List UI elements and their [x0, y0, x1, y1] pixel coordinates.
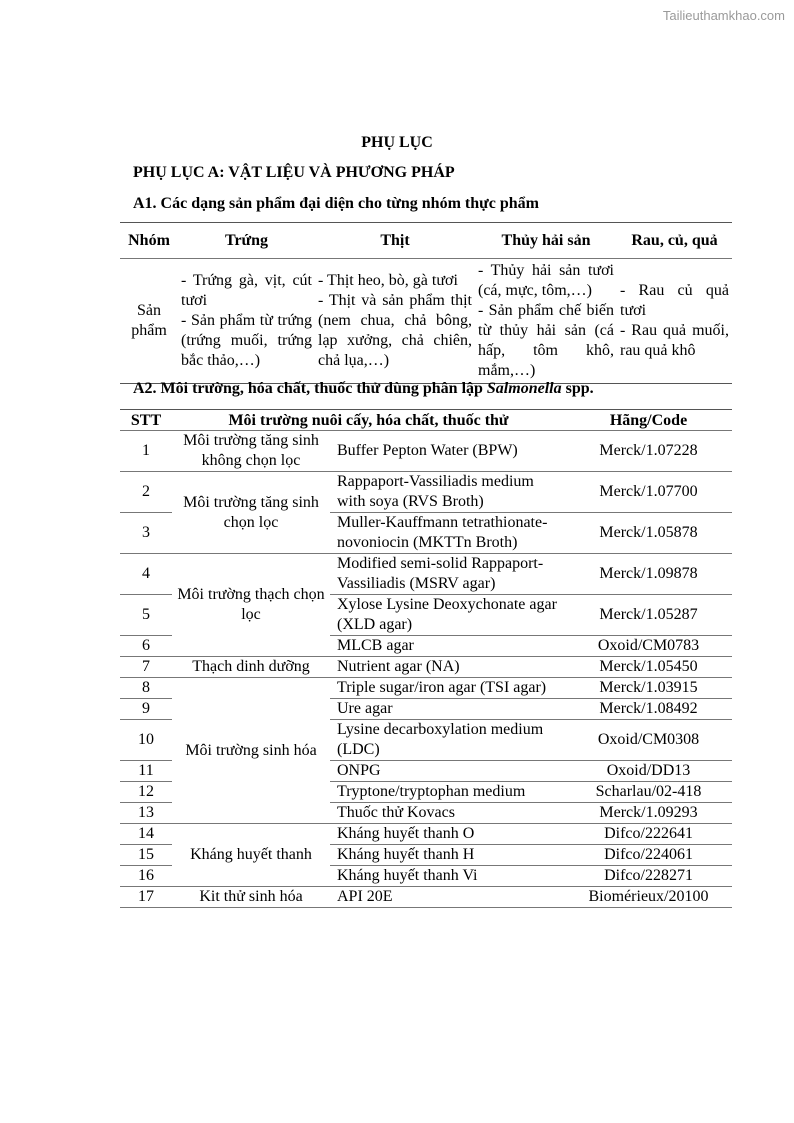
stt-cell: 8	[120, 678, 172, 699]
code-cell: Biomérieux/20100	[565, 887, 732, 908]
media-name-cell: Rappaport-Vassiliadis medium with soya (RVS Broth)	[330, 472, 565, 513]
stt-cell: 15	[120, 845, 172, 866]
cell-rau-cu-qua	[617, 259, 732, 384]
media-name-cell: Kháng huyết thanh H	[330, 845, 565, 866]
media-name-cell: Triple sugar/iron agar (TSI agar)	[330, 678, 565, 699]
stt-cell: 6	[120, 636, 172, 657]
code-cell: Merck/1.03915	[565, 678, 732, 699]
table-row	[120, 657, 732, 678]
stt-cell: 14	[120, 824, 172, 845]
table-header-row	[120, 410, 732, 431]
code-cell: Oxoid/CM0308	[565, 720, 732, 761]
stt-cell: 17	[120, 887, 172, 908]
food-groups-table	[120, 222, 732, 384]
media-name-cell: Kháng huyết thanh O	[330, 824, 565, 845]
header-stt: STT	[120, 410, 172, 431]
code-cell: Oxoid/DD13	[565, 761, 732, 782]
media-name-cell: Tryptone/tryptophan medium	[330, 782, 565, 803]
stt-cell: 1	[120, 431, 172, 472]
code-cell: Merck/1.07228	[565, 431, 732, 472]
media-name-cell: Xylose Lysine Deoxychonate agar (XLD agar)	[330, 595, 565, 636]
table-row	[120, 472, 732, 513]
heading-text: spp.	[561, 380, 594, 397]
cell-thuy-hai-san	[475, 259, 617, 384]
media-name-cell: Kháng huyết thanh Vi	[330, 866, 565, 887]
table-header-row	[120, 223, 732, 259]
group-cell: Kháng huyết thanh	[172, 824, 330, 887]
media-name-cell: MLCB agar	[330, 636, 565, 657]
table-row	[120, 678, 732, 699]
header-cell: Rau, củ, quả	[617, 223, 732, 259]
group-cell: Môi trường thạch chọn lọc	[172, 554, 330, 657]
group-cell: Môi trường tăng sinh không chọn lọc	[172, 431, 330, 472]
media-name-cell: Lysine decarboxylation medium (LDC)	[330, 720, 565, 761]
table-row	[120, 259, 732, 384]
group-cell: Kit thử sinh hóa	[172, 887, 330, 908]
stt-cell: 10	[120, 720, 172, 761]
code-cell: Oxoid/CM0783	[565, 636, 732, 657]
cell-line: - Sản phẩm chế biến từ thủy hải sản (cá hấp, tôm khô, mắm,…)	[478, 302, 614, 379]
code-cell: Difco/224061	[565, 845, 732, 866]
header-cell: Thịt	[315, 223, 475, 259]
cell-line: - Trứng gà, vịt, cút tươi	[181, 272, 312, 309]
group-cell: Môi trường tăng sinh chọn lọc	[172, 472, 330, 554]
row-label: Sản phẩm	[131, 302, 167, 339]
stt-cell: 4	[120, 554, 172, 595]
cell-line: - Rau quả muối, rau quả khô	[620, 322, 729, 359]
stt-cell: 2	[120, 472, 172, 513]
cell-line: - Rau củ quả tươi	[620, 282, 729, 319]
code-cell: Merck/1.09293	[565, 803, 732, 824]
appendix-a-heading: PHỤ LỤC A: VẬT LIỆU VÀ PHƯƠNG PHÁP	[133, 164, 455, 181]
heading-italic: Salmonella	[486, 380, 562, 397]
cell-line: - Thủy hải sản tươi (cá, mực, tôm,…)	[478, 262, 614, 299]
media-name-cell: Buffer Pepton Water (BPW)	[330, 431, 565, 472]
header-cell: Nhóm	[120, 223, 178, 259]
table-row	[120, 887, 732, 908]
media-name-cell: ONPG	[330, 761, 565, 782]
group-cell: Thạch dinh dưỡng	[172, 657, 330, 678]
header-cell: Trứng	[178, 223, 315, 259]
page-title: PHỤ LỤC	[361, 134, 433, 151]
stt-cell: 12	[120, 782, 172, 803]
media-name-cell: Ure agar	[330, 699, 565, 720]
code-cell: Merck/1.08492	[565, 699, 732, 720]
code-cell: Merck/1.07700	[565, 472, 732, 513]
code-cell: Merck/1.09878	[565, 554, 732, 595]
code-cell: Difco/222641	[565, 824, 732, 845]
code-cell: Merck/1.05878	[565, 513, 732, 554]
media-name-cell: Nutrient agar (NA)	[330, 657, 565, 678]
cell-trung	[178, 259, 315, 384]
stt-cell: 13	[120, 803, 172, 824]
header-code: Hãng/Code	[565, 410, 732, 431]
stt-cell: 7	[120, 657, 172, 678]
code-cell: Merck/1.05287	[565, 595, 732, 636]
heading-text: A2. Môi trường, hóa chất, thuốc thử dùng phân lập	[133, 380, 487, 397]
stt-cell: 5	[120, 595, 172, 636]
group-cell: Môi trường sinh hóa	[172, 678, 330, 824]
cell-line: - Thịt heo, bò, gà tươi	[318, 272, 458, 289]
code-cell: Difco/228271	[565, 866, 732, 887]
section-a1-heading: A1. Các dạng sản phẩm đại diện cho từng nhóm thực phẩm	[133, 195, 539, 212]
media-name-cell: API 20E	[330, 887, 565, 908]
table-row	[120, 431, 732, 472]
watermark: Tailieuthamkhao.com	[662, 8, 785, 23]
stt-cell: 11	[120, 761, 172, 782]
header-cell: Thủy hải sản	[475, 223, 617, 259]
code-cell: Merck/1.05450	[565, 657, 732, 678]
cell-line: - Sản phẩm từ trứng (trứng muối, trứng bắc thảo,…)	[181, 312, 312, 369]
cell-line: - Thịt và sản phẩm thịt (nem chua, chả bông, lạp xưởng, chả chiên, chả lụa,…)	[318, 292, 472, 369]
cell-thit	[315, 259, 475, 384]
table-row	[120, 554, 732, 595]
stt-cell: 9	[120, 699, 172, 720]
stt-cell: 3	[120, 513, 172, 554]
code-cell: Scharlau/02-418	[565, 782, 732, 803]
media-name-cell: Modified semi-solid Rappaport-Vassiliadis (MSRV agar)	[330, 554, 565, 595]
section-a2-heading	[133, 380, 594, 398]
media-chemicals-table	[120, 409, 732, 908]
stt-cell: 16	[120, 866, 172, 887]
header-media: Môi trường nuôi cấy, hóa chất, thuốc thử	[172, 410, 565, 431]
media-name-cell: Muller-Kauffmann tetrathionate-novoniocin (MKTTn Broth)	[330, 513, 565, 554]
media-name-cell: Thuốc thử Kovacs	[330, 803, 565, 824]
table-row	[120, 824, 732, 845]
